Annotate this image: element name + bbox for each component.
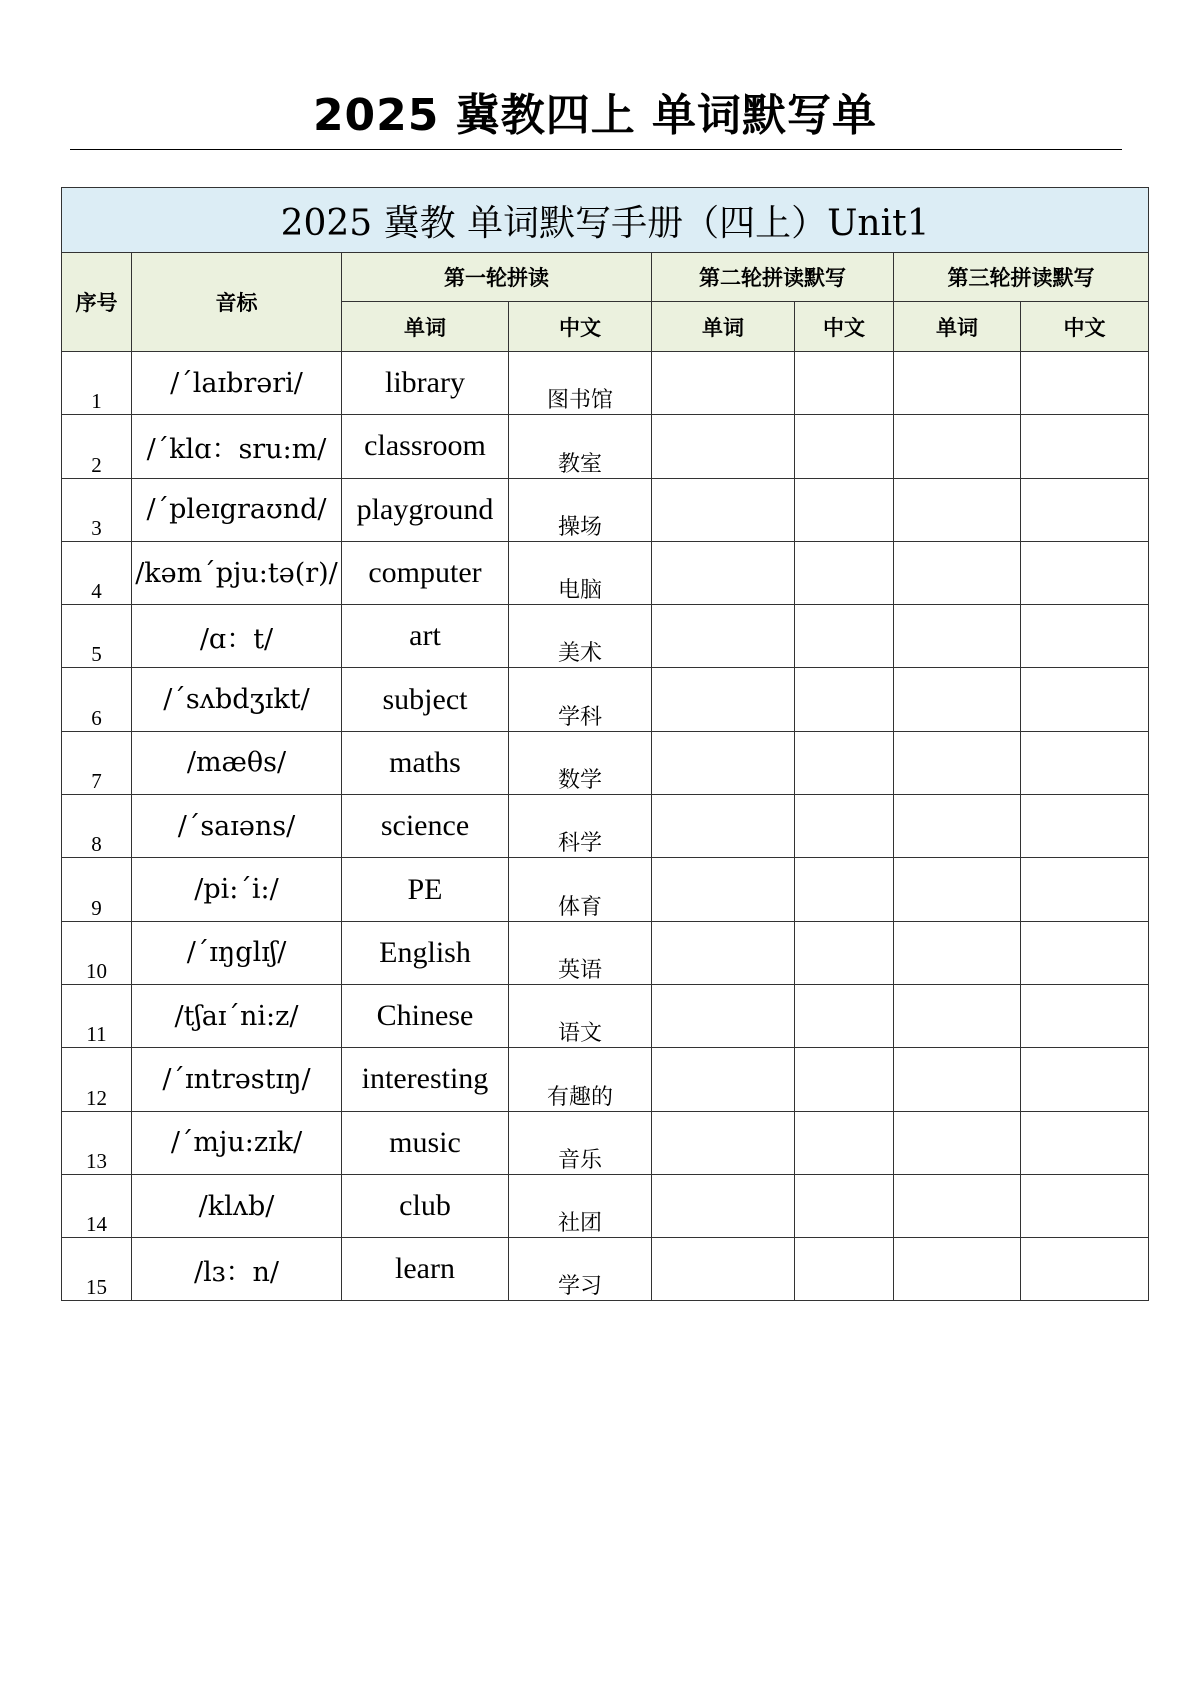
row-phonetic: /pi:ˊi:/	[132, 858, 342, 921]
table-banner: 2025 冀教 单词默写手册（四上）Unit1	[62, 188, 1149, 253]
round3-chinese-blank[interactable]	[1021, 1238, 1149, 1301]
round3-chinese-blank[interactable]	[1021, 1111, 1149, 1174]
row-chinese: 科学	[509, 795, 652, 858]
round2-word-blank[interactable]	[652, 921, 795, 984]
header-round2-word: 单词	[652, 302, 795, 352]
round2-chinese-blank[interactable]	[795, 1238, 894, 1301]
round2-chinese-blank[interactable]	[795, 668, 894, 731]
row-index: 13	[62, 1111, 132, 1174]
round3-chinese-blank[interactable]	[1021, 352, 1149, 415]
round2-word-blank[interactable]	[652, 541, 795, 604]
round2-word-blank[interactable]	[652, 795, 795, 858]
header-round1-word: 单词	[342, 302, 509, 352]
round3-chinese-blank[interactable]	[1021, 668, 1149, 731]
round3-word-blank[interactable]	[894, 1238, 1021, 1301]
round2-chinese-blank[interactable]	[795, 1111, 894, 1174]
round3-chinese-blank[interactable]	[1021, 478, 1149, 541]
round3-word-blank[interactable]	[894, 668, 1021, 731]
row-index: 9	[62, 858, 132, 921]
row-chinese: 音乐	[509, 1111, 652, 1174]
round2-chinese-blank[interactable]	[795, 984, 894, 1047]
round2-chinese-blank[interactable]	[795, 541, 894, 604]
round2-chinese-blank[interactable]	[795, 1174, 894, 1237]
round2-chinese-blank[interactable]	[795, 731, 894, 794]
table-row	[62, 921, 1149, 984]
row-chinese: 美术	[509, 605, 652, 668]
row-index: 4	[62, 541, 132, 604]
row-chinese: 图书馆	[509, 352, 652, 415]
table-row	[62, 541, 1149, 604]
row-index: 2	[62, 415, 132, 478]
table-row	[62, 415, 1149, 478]
row-index: 8	[62, 795, 132, 858]
round2-chinese-blank[interactable]	[795, 921, 894, 984]
round2-chinese-blank[interactable]	[795, 858, 894, 921]
round2-word-blank[interactable]	[652, 731, 795, 794]
round2-chinese-blank[interactable]	[795, 795, 894, 858]
header-round1-chinese: 中文	[509, 302, 652, 352]
row-chinese: 数学	[509, 731, 652, 794]
dictation-table	[61, 187, 1149, 1301]
row-chinese: 英语	[509, 921, 652, 984]
row-phonetic: /ˊpleɪgraʊnd/	[132, 478, 342, 541]
row-phonetic: /ˊɪŋglɪʃ/	[132, 921, 342, 984]
round3-chinese-blank[interactable]	[1021, 1048, 1149, 1111]
header-round1: 第一轮拼读	[342, 253, 652, 302]
row-chinese: 学科	[509, 668, 652, 731]
row-chinese: 社团	[509, 1174, 652, 1237]
row-word: music	[342, 1111, 509, 1174]
row-word: club	[342, 1174, 509, 1237]
round3-chinese-blank[interactable]	[1021, 541, 1149, 604]
row-word: learn	[342, 1238, 509, 1301]
round2-word-blank[interactable]	[652, 415, 795, 478]
row-word: PE	[342, 858, 509, 921]
row-chinese: 学习	[509, 1238, 652, 1301]
round3-word-blank[interactable]	[894, 984, 1021, 1047]
row-chinese: 操场	[509, 478, 652, 541]
row-chinese: 有趣的	[509, 1048, 652, 1111]
table-row	[62, 731, 1149, 794]
header-phonetic: 音标	[132, 253, 342, 352]
header-round3: 第三轮拼读默写	[894, 253, 1149, 302]
header-round3-word: 单词	[894, 302, 1021, 352]
row-phonetic: /tʃaɪˊni:z/	[132, 984, 342, 1047]
row-word: art	[342, 605, 509, 668]
round2-word-blank[interactable]	[652, 352, 795, 415]
round3-chinese-blank[interactable]	[1021, 858, 1149, 921]
round3-word-blank[interactable]	[894, 352, 1021, 415]
row-chinese: 语文	[509, 984, 652, 1047]
row-phonetic: /ˊsaɪəns/	[132, 795, 342, 858]
row-index: 7	[62, 731, 132, 794]
row-word: maths	[342, 731, 509, 794]
table-row	[62, 1238, 1149, 1301]
round2-word-blank[interactable]	[652, 605, 795, 668]
row-word: Chinese	[342, 984, 509, 1047]
header-round2-chinese: 中文	[795, 302, 894, 352]
row-phonetic: /ˊmju:zɪk/	[132, 1111, 342, 1174]
row-index: 1	[62, 352, 132, 415]
row-word: library	[342, 352, 509, 415]
row-index: 15	[62, 1238, 132, 1301]
round2-word-blank[interactable]	[652, 668, 795, 731]
row-index: 3	[62, 478, 132, 541]
row-word: interesting	[342, 1048, 509, 1111]
row-phonetic: /ˊsʌbdʒɪkt/	[132, 668, 342, 731]
round3-chinese-blank[interactable]	[1021, 605, 1149, 668]
round3-word-blank[interactable]	[894, 1174, 1021, 1237]
round3-word-blank[interactable]	[894, 1111, 1021, 1174]
row-index: 6	[62, 668, 132, 731]
row-phonetic: /ˊɪntrəstɪŋ/	[132, 1048, 342, 1111]
table-row	[62, 1048, 1149, 1111]
table-row	[62, 984, 1149, 1047]
row-phonetic: /ˊlaɪbrəri/	[132, 352, 342, 415]
table-row	[62, 1111, 1149, 1174]
header-round3-chinese: 中文	[1021, 302, 1149, 352]
round3-word-blank[interactable]	[894, 795, 1021, 858]
row-word: English	[342, 921, 509, 984]
round3-word-blank[interactable]	[894, 1048, 1021, 1111]
round2-word-blank[interactable]	[652, 478, 795, 541]
round2-chinese-blank[interactable]	[795, 478, 894, 541]
header-index: 序号	[62, 253, 132, 352]
row-word: science	[342, 795, 509, 858]
round2-word-blank[interactable]	[652, 858, 795, 921]
row-word: classroom	[342, 415, 509, 478]
round3-word-blank[interactable]	[894, 415, 1021, 478]
round3-chinese-blank[interactable]	[1021, 731, 1149, 794]
round3-chinese-blank[interactable]	[1021, 795, 1149, 858]
table-row	[62, 1174, 1149, 1237]
round3-word-blank[interactable]	[894, 921, 1021, 984]
round2-word-blank[interactable]	[652, 1238, 795, 1301]
row-chinese: 电脑	[509, 541, 652, 604]
row-phonetic: /klʌb/	[132, 1174, 342, 1237]
title-divider	[70, 149, 1122, 150]
round2-chinese-blank[interactable]	[795, 415, 894, 478]
row-word: computer	[342, 541, 509, 604]
row-phonetic: /ˊklɑ：sru:m/	[132, 415, 342, 478]
row-word: subject	[342, 668, 509, 731]
round3-word-blank[interactable]	[894, 731, 1021, 794]
table-row	[62, 858, 1149, 921]
round3-word-blank[interactable]	[894, 858, 1021, 921]
round3-word-blank[interactable]	[894, 605, 1021, 668]
row-phonetic: /kəmˊpju:tə(r)/	[132, 541, 342, 604]
round2-chinese-blank[interactable]	[795, 352, 894, 415]
table-body	[62, 352, 1149, 1301]
row-index: 11	[62, 984, 132, 1047]
round2-word-blank[interactable]	[652, 1111, 795, 1174]
row-phonetic: /lɜ：n/	[132, 1238, 342, 1301]
row-chinese: 体育	[509, 858, 652, 921]
table-row	[62, 795, 1149, 858]
round3-word-blank[interactable]	[894, 478, 1021, 541]
round3-chinese-blank[interactable]	[1021, 415, 1149, 478]
table-row	[62, 478, 1149, 541]
round3-chinese-blank[interactable]	[1021, 1174, 1149, 1237]
header-round2: 第二轮拼读默写	[652, 253, 894, 302]
round3-chinese-blank[interactable]	[1021, 984, 1149, 1047]
row-phonetic: /mæθs/	[132, 731, 342, 794]
row-index: 5	[62, 605, 132, 668]
round2-word-blank[interactable]	[652, 1048, 795, 1111]
table-row	[62, 352, 1149, 415]
row-index: 10	[62, 921, 132, 984]
round2-word-blank[interactable]	[652, 984, 795, 1047]
row-word: playground	[342, 478, 509, 541]
round3-word-blank[interactable]	[894, 541, 1021, 604]
row-phonetic: /ɑ：t/	[132, 605, 342, 668]
page-title: 2025 冀教四上 单词默写单	[312, 90, 878, 141]
round2-chinese-blank[interactable]	[795, 1048, 894, 1111]
round3-chinese-blank[interactable]	[1021, 921, 1149, 984]
row-index: 12	[62, 1048, 132, 1111]
round2-word-blank[interactable]	[652, 1174, 795, 1237]
round2-chinese-blank[interactable]	[795, 605, 894, 668]
table-row	[62, 605, 1149, 668]
row-chinese: 教室	[509, 415, 652, 478]
row-index: 14	[62, 1174, 132, 1237]
table-row	[62, 668, 1149, 731]
